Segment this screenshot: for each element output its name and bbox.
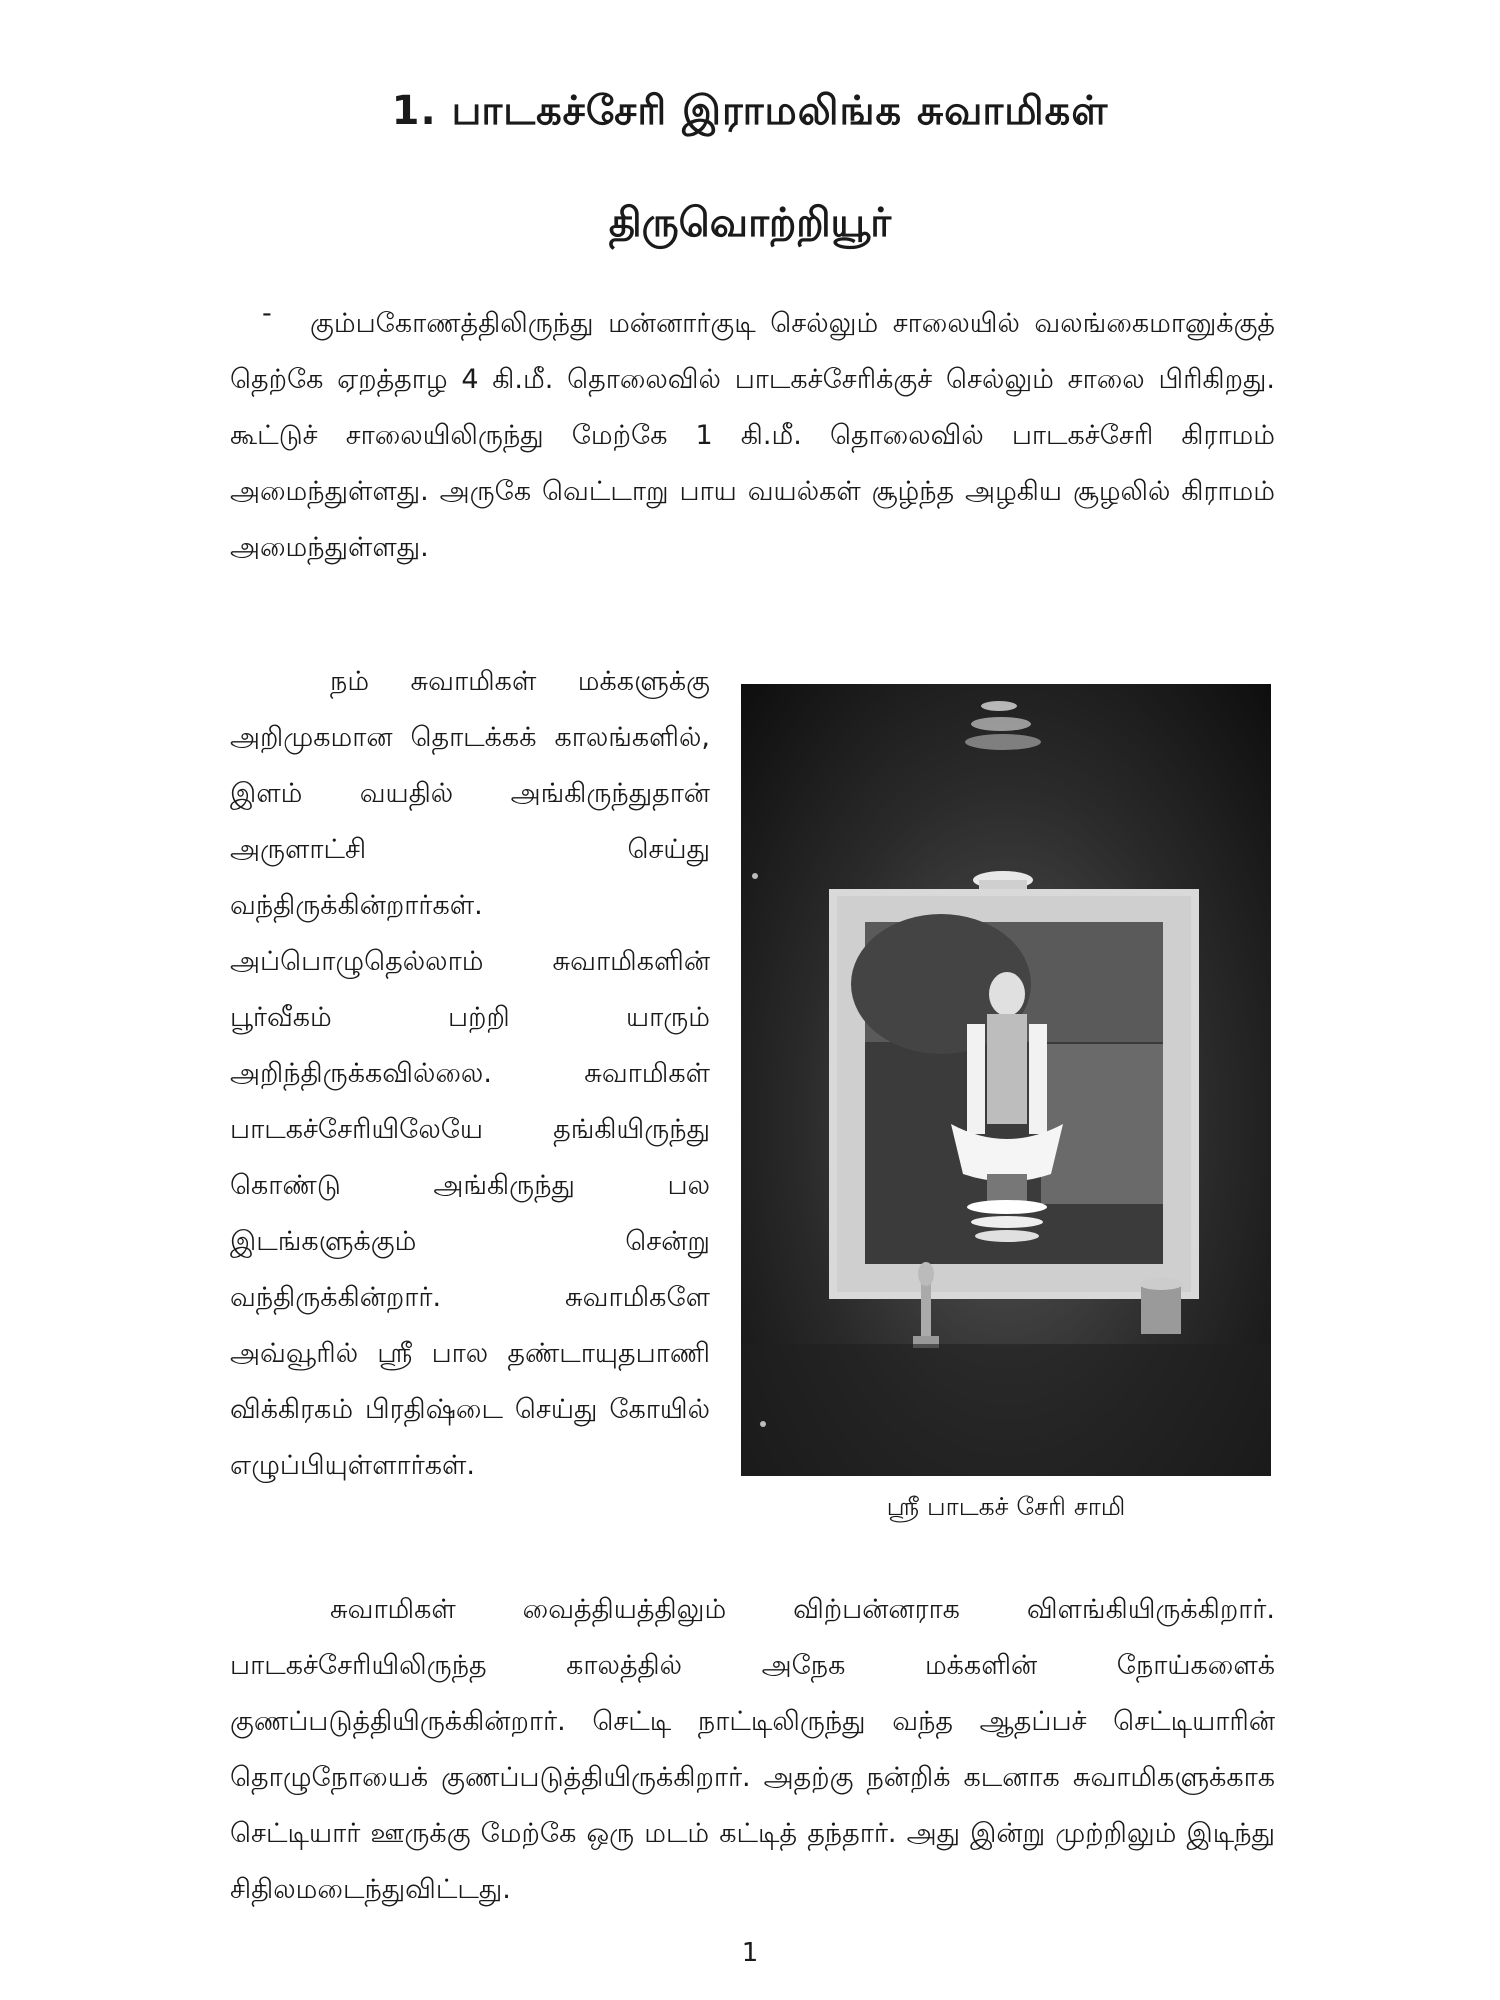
paragraph-early-life: நம் சுவாமிகள் மக்களுக்கு அறிமுகமான தொடக்கக் காலங்களில், இளம் வயதில் அங்கிருந்துதான் அருளாட்சி செய்து வந்திருக்கின்றார்கள். அப்பொழுதெல்லாம் சுவாமிகளின் பூர்வீகம் பற்றி யாரும் அறிந்திருக்கவில்லை. சுவாமிகள் பாடகச்சேரியிலேயே தங்கியிருந்து கொண்டு அங்கிருந்து பல இடங்களுக்கும் சென்று வந்திருக்கின்றார். சுவாமிகளே அவ்வூரில் ஸ்ரீ பால தண்டாயுதபாணி விக்கிரகம் பிரதிஷ்டை செய்து கோயில் எழுப்பியுள்ளார்கள்.	[230, 666, 710, 1481]
paragraph-dash: -	[262, 298, 272, 329]
swami-photograph	[741, 684, 1271, 1476]
paragraph-medicine: சுவாமிகள் வைத்தியத்திலும் விற்பன்னராக விளங்கியிருக்கிறார். பாடகச்சேரியிலிருந்த காலத்தில் அநேக மக்களின் நோய்களைக் குணப்படுத்தியிருக்கின்றார். செட்டி நாட்டிலிருந்து வந்த ஆதப்பச் செட்டியாரின் தொழுநோயைக் குணப்படுத்தியிருக்கிறார். அதற்கு நன்றிக் கடனாக சுவாமிகளுக்காக செட்டியார் ஊருக்கு மேற்கே ஒரு மடம் கட்டித் தந்தார். அது இன்று முற்றிலும் இடிந்து சிதிலமடைந்துவிட்டது.	[230, 1594, 1275, 1905]
page-number: 1	[741, 1938, 759, 1968]
paragraph-location: கும்பகோணத்திலிருந்து மன்னார்குடி செல்லும் சாலையில் வலங்கைமானுக்குத் தெற்கே ஏறத்தாழ 4 கி.மீ. தொலைவில் பாடகச்சேரிக்குச் செல்லும் சாலை பிரிகிறது. கூட்டுச் சாலையிலிருந்து மேற்கே 1 கி.மீ. தொலைவில் பாடகச்சேரி கிராமம் அமைந்துள்ளது. அருகே வெட்டாறு பாய வயல்கள் சூழ்ந்த அழகிய சூழலில் கிராமம் அமைந்துள்ளது.	[230, 308, 1275, 563]
place-heading: திருவொற்றியூர்	[608, 200, 892, 246]
chapter-title: 1. பாடகச்சேரி இராமலிங்க சுவாமிகள்	[391, 88, 1109, 134]
photo-caption: ஸ்ரீ பாடகச் சேரி சாமி	[886, 1492, 1126, 1521]
